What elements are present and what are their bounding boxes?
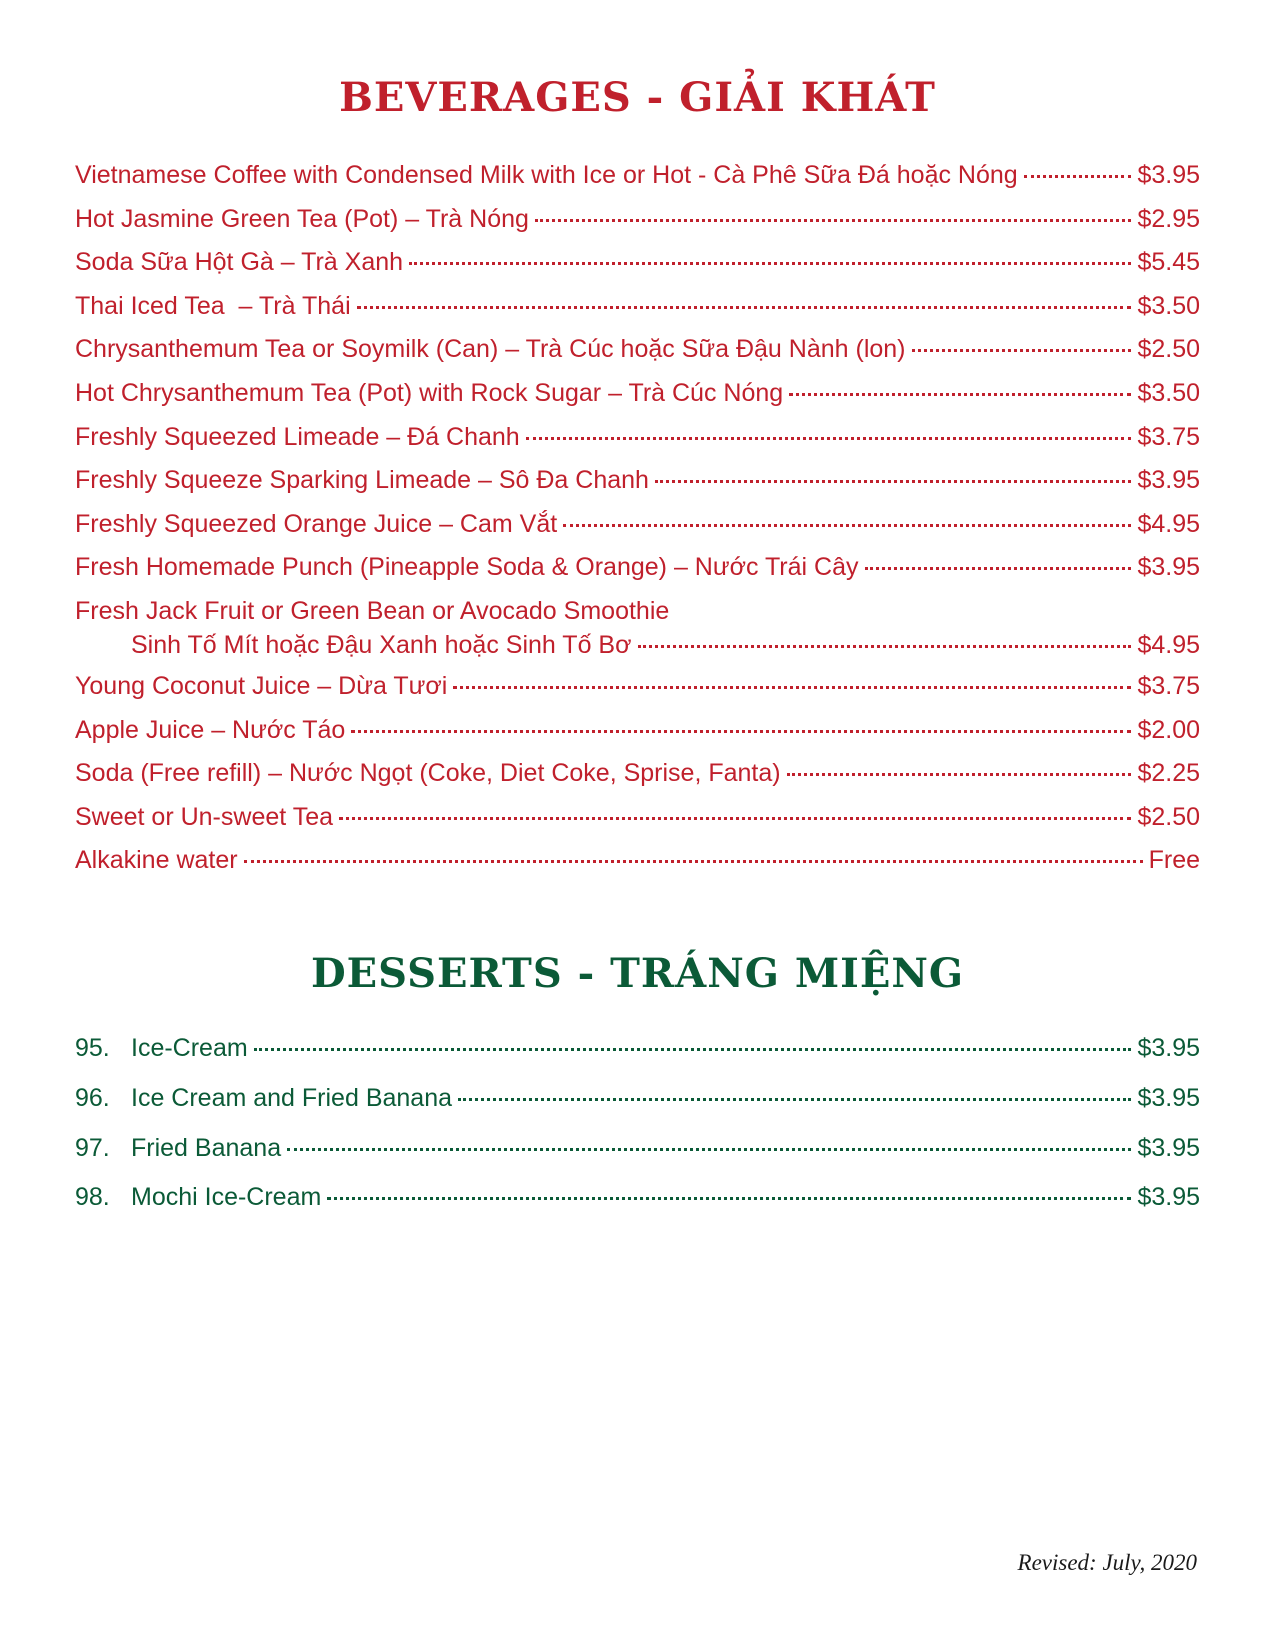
dot-leader (339, 817, 1131, 820)
menu-item (75, 463, 1200, 507)
menu-item (75, 202, 1200, 246)
menu-item (75, 420, 1200, 464)
dot-leader (865, 567, 1132, 570)
revised-date: Revised: July, 2020 (1017, 1550, 1197, 1575)
item-name: Ice Cream and Fried Banana (131, 1083, 453, 1112)
dot-leader (655, 480, 1131, 483)
item-name: Apple Juice – Nước Táo (75, 715, 346, 744)
menu-item (75, 376, 1200, 420)
item-price: $2.00 (1137, 715, 1200, 744)
item-price: $4.95 (1137, 630, 1200, 659)
menu-item (75, 713, 1200, 757)
menu-item (75, 289, 1200, 333)
menu-item (75, 1081, 1200, 1131)
menu-item (75, 1131, 1200, 1181)
item-name: Sweet or Un-sweet Tea (75, 802, 333, 831)
menu-item (75, 507, 1200, 551)
menu-item (75, 669, 1200, 713)
item-name: Soda Sữa Hột Gà – Trà Xanh (75, 248, 404, 277)
menu-item (75, 158, 1200, 202)
item-line (75, 628, 1200, 662)
beverages-title: BEVERAGES - GIẢI KHÁT (339, 74, 936, 121)
item-price: $2.50 (1137, 335, 1200, 364)
item-name: Ice-Cream (131, 1034, 248, 1062)
menu-item (75, 1031, 1200, 1081)
item-price: $3.75 (1137, 422, 1200, 451)
item-number: 96. (75, 1083, 110, 1112)
item-number: 97. (75, 1133, 110, 1162)
desserts-list (75, 1031, 1200, 1230)
item-line (75, 594, 1200, 628)
desserts-title: DESSERTS - TRÁNG MIỆNG (310, 950, 965, 997)
item-name: Chrysanthemum Tea or Soymilk (Can) – Trà Cúc hoặc Sữa Đậu Nành (lon) (75, 335, 906, 364)
item-name: Alkakine water (75, 846, 238, 875)
dot-leader (912, 349, 1132, 352)
menu-item (75, 1180, 1200, 1230)
dot-leader (563, 524, 1131, 527)
item-price: $3.50 (1137, 378, 1200, 407)
dot-leader (287, 1148, 1131, 1151)
item-name: Vietnamese Coffee with Condensed Milk with Ice or Hot - Cà Phê Sữa Đá hoặc Nóng (75, 161, 1018, 189)
item-number: 95. (75, 1034, 110, 1062)
item-name: Soda (Free refill) – Nước Ngọt (Coke, Diet Coke, Sprise, Fanta) (75, 759, 781, 788)
dot-leader (254, 1048, 1132, 1051)
item-name: Freshly Squeezed Limeade – Đá Chanh (75, 422, 520, 451)
dot-leader (526, 437, 1132, 440)
item-price: $3.95 (1137, 1183, 1200, 1212)
dot-leader (327, 1197, 1131, 1200)
dot-leader (244, 860, 1143, 863)
menu-item (75, 550, 1200, 594)
item-name: Mochi Ice-Cream (131, 1183, 322, 1212)
item-name: Freshly Squeeze Sparking Limeade – Sô Đa Chanh (75, 466, 649, 495)
dot-leader (787, 773, 1132, 776)
item-price: $4.95 (1137, 509, 1200, 538)
item-price: $3.95 (1137, 553, 1200, 582)
menu-item (75, 332, 1200, 376)
item-price: $3.95 (1137, 1133, 1200, 1162)
item-price: $3.50 (1137, 291, 1200, 320)
item-name: Young Coconut Juice – Dừa Tươi (75, 671, 448, 700)
menu-item (75, 843, 1200, 887)
item-name-secondary: Sinh Tố Mít hoặc Đậu Xanh hoặc Sinh Tố Bơ (131, 630, 632, 659)
dot-leader (1024, 175, 1132, 178)
menu-item (75, 756, 1200, 800)
item-name: Hot Chrysanthemum Tea (Pot) with Rock Sugar – Trà Cúc Nóng (75, 378, 784, 407)
dot-leader (638, 645, 1132, 648)
item-price: $2.50 (1137, 802, 1200, 831)
item-name: Fresh Jack Fruit or Green Bean or Avocado Smoothie (75, 596, 670, 625)
item-name: Freshly Squeezed Orange Juice – Cam Vắt (75, 509, 558, 538)
item-price: $2.25 (1137, 759, 1200, 788)
menu-item (75, 800, 1200, 844)
menu-item (75, 245, 1200, 289)
item-price: $3.95 (1137, 1034, 1200, 1062)
item-price: $2.95 (1137, 204, 1200, 233)
item-name: Fried Banana (131, 1133, 282, 1162)
item-price: $3.75 (1137, 671, 1200, 700)
dot-leader (458, 1098, 1131, 1101)
menu-item (75, 594, 1200, 669)
beverages-list (75, 158, 1200, 887)
dot-leader (789, 393, 1131, 396)
dot-leader (357, 306, 1132, 309)
item-price: Free (1148, 846, 1200, 875)
item-name: Thai Iced Tea – Trà Thái (75, 291, 351, 320)
item-price: $5.45 (1137, 248, 1200, 277)
item-name: Hot Jasmine Green Tea (Pot) – Trà Nóng (75, 204, 529, 233)
item-number: 98. (75, 1183, 110, 1212)
dot-leader (535, 219, 1132, 222)
dot-leader (453, 686, 1131, 689)
item-price: $3.95 (1137, 161, 1200, 189)
item-price: $3.95 (1137, 1083, 1200, 1112)
dot-leader (409, 262, 1131, 265)
dot-leader (351, 730, 1131, 733)
item-price: $3.95 (1137, 466, 1200, 495)
item-name: Fresh Homemade Punch (Pineapple Soda & Orange) – Nước Trái Cây (75, 553, 859, 582)
